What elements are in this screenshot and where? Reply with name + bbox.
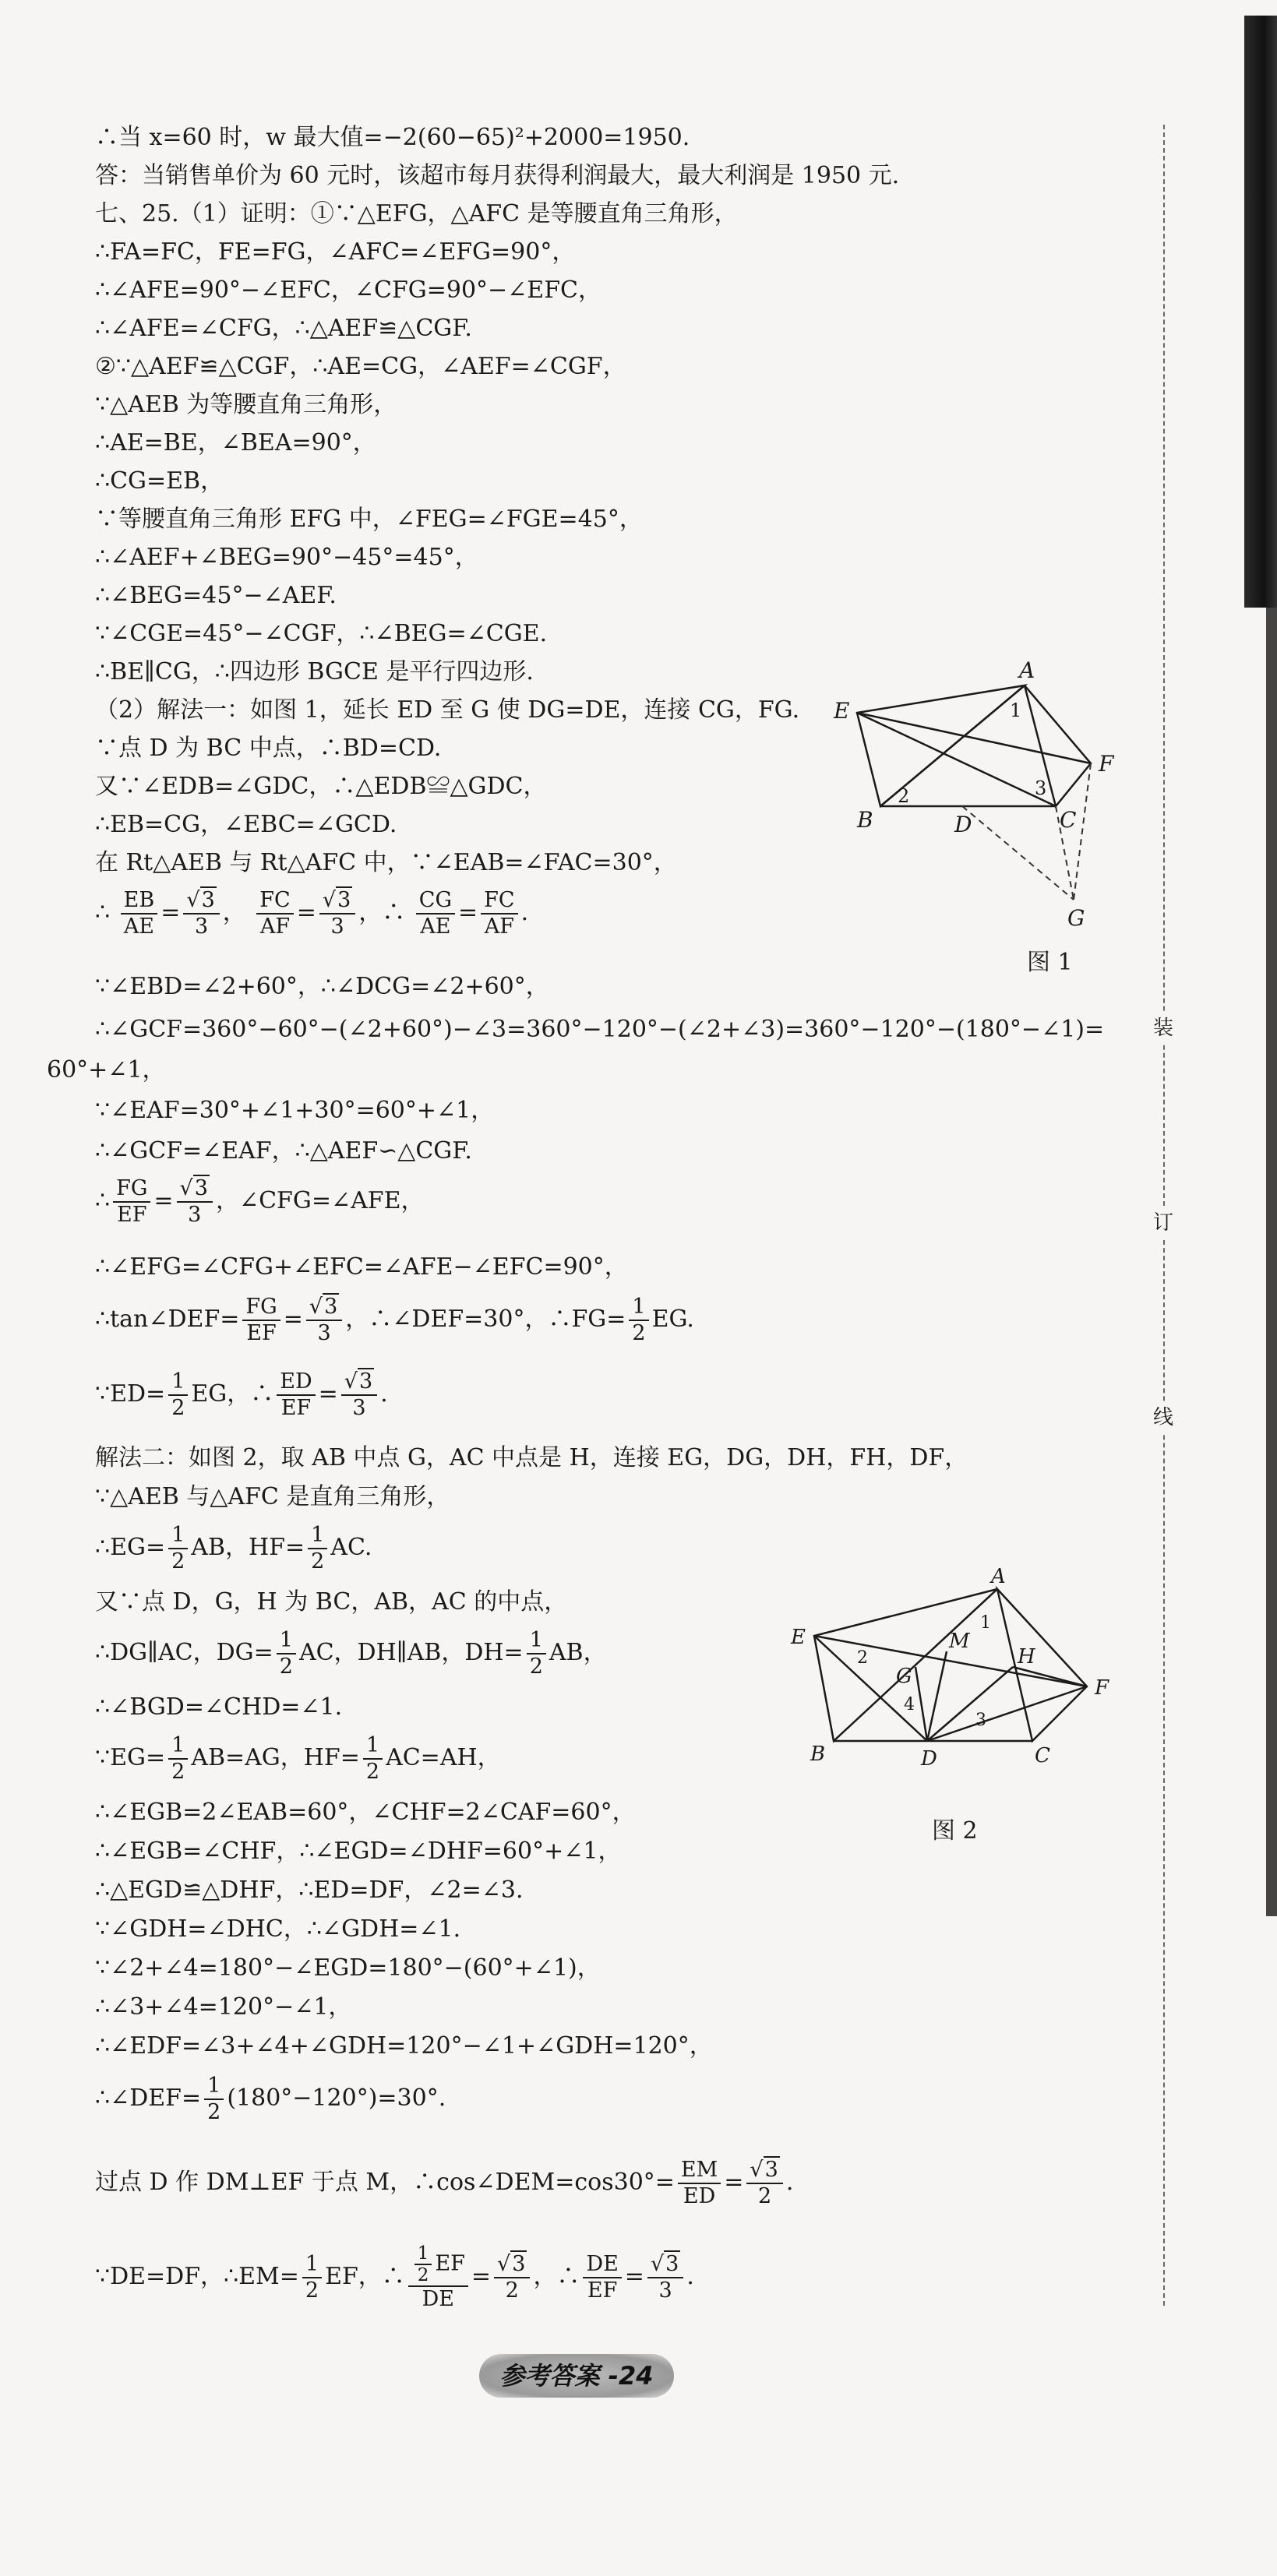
- label-b: B: [810, 1743, 826, 1766]
- triangle-aeb: [857, 685, 1025, 806]
- text-line: ∵∠2+∠4=180°−∠EGD=180°−(60°+∠1)，: [95, 1954, 601, 1982]
- label-angle-2: 2: [857, 1648, 868, 1668]
- text-line: ∵点 D 为 BC 中点，∴BD=CD.: [95, 735, 442, 762]
- label-angle-1: 1: [980, 1613, 991, 1633]
- text-line: 七、25.（1）证明：①∵△EFG，△AFC 是等腰直角三角形，: [95, 200, 738, 227]
- text-line: ∵∠CGE=45°−∠CGF，∴∠BEG=∠CGE.: [95, 620, 548, 647]
- binding-mark-xian: 线: [1148, 1402, 1179, 1433]
- label-e: E: [791, 1626, 806, 1649]
- text-line: ∴EB=CG，∠EBC=∠GCD.: [95, 811, 397, 838]
- text-line: ∴∠GCF=∠EAF，∴△AEF∽△CGF.: [95, 1137, 472, 1165]
- equation-ed-ef: ∵ED= $\frac{1}{2}$ EG，∴ $\frac{ED}{EF}$ = $\frac{√3}{3}$ .: [95, 1369, 388, 1420]
- label-angle-3: 3: [975, 1711, 986, 1730]
- figure-2-caption: 图 2: [932, 1817, 978, 1845]
- equation-final: ∵DE=DF，∴EM= $\frac{1}{2}$ EF，∴ $\frac{1}{2}$ EF DE = $\frac{√3}{2}$ ，∴ $\frac{DE}{EF}$ = $\frac{√3}{3}$ .: [95, 2243, 694, 2311]
- footer-page-badge: 参考答案 -24: [479, 2354, 674, 2398]
- label-h: H: [1018, 1645, 1035, 1669]
- equation-ratio: ∴ $\frac{EB}{AE}$ = $\frac{√3}{3}$ ， $\frac{FC}{AF}$ = $\frac{√3}{3}$ ，∴ $\frac{CG}{AE}$ = $\frac{FC}{AF}$ .: [95, 888, 529, 939]
- segment-fh: [1013, 1667, 1087, 1686]
- text-line: ∵∠EAF=30°+∠1+30°=60°+∠1，: [95, 1097, 495, 1124]
- text-line: ∴∠BEG=45°−∠AEF.: [95, 582, 337, 609]
- figure-2-diagram: [779, 1566, 1122, 1776]
- label-b: B: [857, 807, 873, 833]
- text-line: ∴△EGD≌△DHF，∴ED=DF，∠2=∠3.: [95, 1876, 524, 1904]
- text-line: ∴∠EGB=∠CHF，∴∠EGD=∠DHF=60°+∠1，: [95, 1838, 622, 1865]
- text-line: 又∵∠EDB=∠GDC，∴△EDB≌△GDC，: [95, 773, 547, 800]
- label-e: E: [834, 698, 850, 724]
- label-angle-1: 1: [1010, 700, 1022, 721]
- text-line: ∴∠EGB=2∠EAB=60°，∠CHF=2∠CAF=60°，: [95, 1799, 636, 1826]
- text-line: 在 Rt△AEB 与 Rt△AFC 中，∵∠EAB=∠FAC=30°，: [95, 849, 677, 876]
- text-line: ∴当 x=60 时，w 最大值=−2(60−65)²+2000=1950.: [95, 124, 690, 151]
- segment-dg: [962, 806, 1077, 900]
- text-line: ∴∠EFG=∠CFG+∠EFC=∠AFE−∠EFC=90°，: [95, 1253, 628, 1281]
- equation-tan: ∴tan∠DEF= $\frac{FG}{EF}$ = $\frac{√3}{3}$ ，∴∠DEF=30°，∴FG= $\frac{1}{2}$ EG.: [95, 1295, 694, 1345]
- label-a: A: [1019, 657, 1035, 683]
- label-angle-3: 3: [1035, 777, 1047, 799]
- segment-ec: [857, 713, 1056, 806]
- text-line: ∵∠GDH=∠DHC，∴∠GDH=∠1.: [95, 1915, 461, 1943]
- segment-dg: [915, 1667, 927, 1741]
- figure-1-diagram: [826, 654, 1130, 935]
- page-edge-shadow-lower: [1266, 608, 1277, 1916]
- text-line: ②∵△AEF≌△CGF，∴AE=CG，∠AEF=∠CGF，: [95, 353, 626, 380]
- text-line: ∵△AEB 为等腰直角三角形，: [95, 391, 397, 418]
- label-m: M: [949, 1630, 970, 1653]
- equation-cos: 过点 D 作 DM⊥EF 于点 M，∴cos∠DEM=cos30°= $\frac{EM}{ED}$ = $\frac{√3}{2}$ .: [95, 2158, 794, 2208]
- text-line: ∵∠EBD=∠2+60°，∴∠DCG=∠2+60°，: [95, 973, 549, 1000]
- label-d: D: [921, 1747, 937, 1771]
- label-f: F: [1095, 1676, 1109, 1700]
- segment-ef: [857, 713, 1091, 763]
- equation-dg-dh: ∴DG∥AC，DG= $\frac{1}{2}$ AC，DH∥AB，DH= $\frac{1}{2}$ AB，: [95, 1628, 607, 1679]
- label-angle-2: 2: [898, 785, 910, 807]
- text-line: ∴∠EDF=∠3+∠4+∠GDH=120°−∠1+∠GDH=120°，: [95, 2032, 713, 2060]
- text-line: ∴∠3+∠4=120°−∠1，: [95, 1993, 352, 2021]
- label-c: C: [1035, 1744, 1050, 1767]
- equation-fg-ef: ∴ $\frac{FG}{EF}$ = $\frac{√3}{3}$ ，∠CFG=∠AFE，: [95, 1176, 425, 1227]
- equation-eg-ag: ∵EG= $\frac{1}{2}$ AB=AG，HF= $\frac{1}{2}$ AC=AH，: [95, 1733, 501, 1784]
- text-line: ∴∠AFE=∠CFG，∴△AEF≌△CGF.: [95, 315, 472, 342]
- page-edge-shadow: [1244, 16, 1277, 608]
- label-c: C: [1060, 807, 1077, 833]
- triangle-afc: [997, 1589, 1087, 1741]
- text-line: ∴∠AEF+∠BEG=90°−45°=45°，: [95, 544, 478, 571]
- text-line: ∴BE∥CG，∴四边形 BGCE 是平行四边形.: [95, 658, 534, 685]
- text-line: ∵△AEB 与△AFC 是直角三角形，: [95, 1483, 450, 1510]
- equation-def: ∴∠DEF= $\frac{1}{2}$ (180°−120°)=30°.: [95, 2074, 446, 2124]
- equation-eg-hf: ∴EG= $\frac{1}{2}$ AB，HF= $\frac{1}{2}$ AC.: [95, 1523, 372, 1573]
- text-line: ∴FA=FC，FE=FG，∠AFC=∠EFG=90°，: [95, 238, 576, 266]
- label-d: D: [954, 812, 972, 837]
- text-line: 又∵点 D，G，H 为 BC，AB，AC 的中点，: [95, 1588, 568, 1616]
- figure-1-caption: 图 1: [1027, 949, 1073, 976]
- text-line: （2）解法一：如图 1，延长 ED 至 G 使 DG=DE，连接 CG，FG.: [95, 696, 800, 724]
- segment-df: [927, 1686, 1087, 1741]
- label-g: G: [896, 1665, 912, 1688]
- binding-mark-zhuang: 装: [1148, 1013, 1179, 1044]
- text-line: ∴∠BGD=∠CHD=∠1.: [95, 1693, 343, 1721]
- text-line: 解法二：如图 2，取 AB 中点 G，AC 中点是 H，连接 EG，DG，DH，FH，DF，: [95, 1444, 968, 1471]
- text-line: ∴∠AFE=90°−∠EFC，∠CFG=90°−∠EFC，: [95, 277, 601, 304]
- text-line: 60°+∠1，: [47, 1056, 166, 1084]
- label-f: F: [1099, 751, 1114, 777]
- text-line: 答：当销售单价为 60 元时，该超市每月获得利润最大，最大利润是 1950 元.: [95, 162, 900, 189]
- text-line: ∴AE=BE，∠BEA=90°，: [95, 429, 376, 456]
- text-line: ∴CG=EB，: [95, 467, 224, 495]
- label-g: G: [1067, 905, 1085, 931]
- text-line: ∵等腰直角三角形 EFG 中，∠FEG=∠FGE=45°，: [95, 506, 643, 533]
- binding-mark-ding: 订: [1148, 1207, 1179, 1239]
- text-line: ∴∠GCF=360°−60°−(∠2+60°)−∠3=360°−120°−(∠2+∠3)=360°−120°−(180°−∠1)=: [95, 1016, 1105, 1043]
- label-angle-4: 4: [904, 1695, 915, 1714]
- label-a: A: [991, 1566, 1006, 1588]
